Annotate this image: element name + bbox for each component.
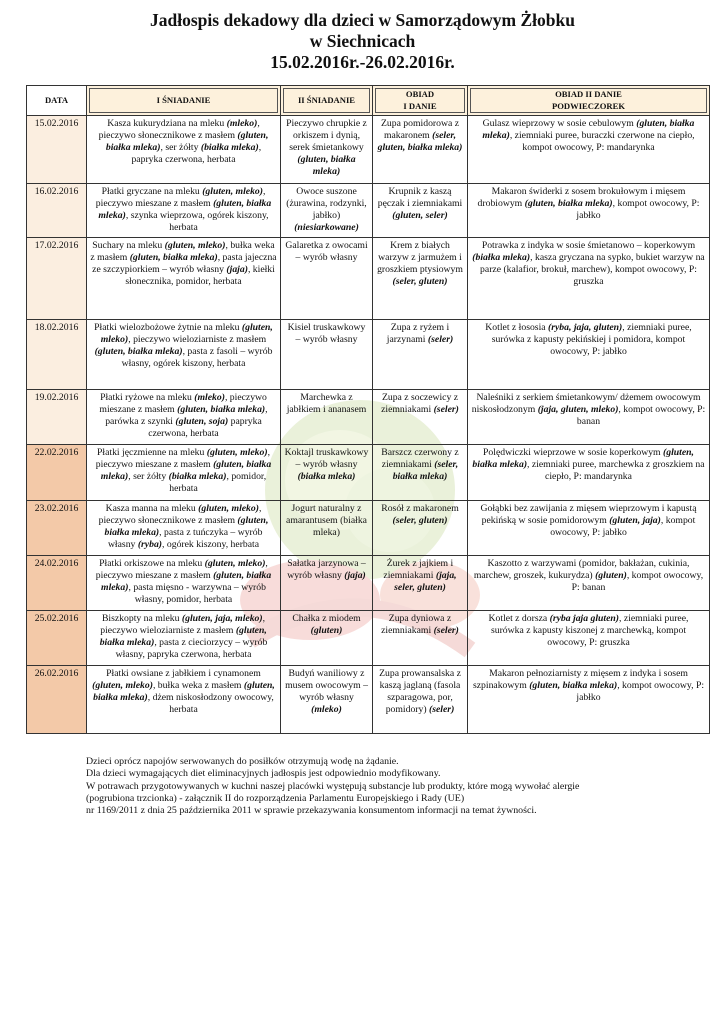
dish-text: , pasta z tuńczyka – wyrób własny: [107, 526, 263, 550]
header-date-label: DATA: [44, 94, 69, 105]
allergen-text: (seler, gluten): [392, 514, 448, 526]
dish-text: , pasta jajeczna ze szczypiorkiem – wyrób własny: [92, 251, 277, 275]
allergen-text: (ryba): [137, 538, 163, 550]
dish-text: , dżem niskosłodzony owocowy, herbata: [147, 691, 274, 715]
dish-text: , pieczywo mieszane z masłem: [99, 392, 267, 415]
allergen-text: (gluten, seler): [392, 209, 448, 221]
dish-text: Barszcz czerwony z ziemniakami: [381, 447, 459, 470]
lunch-1-cell: [373, 611, 468, 666]
allergen-text: (gluten, mleko): [204, 558, 266, 569]
table-row: [27, 666, 710, 734]
table-header-row: [27, 86, 710, 116]
dish-text: , kompot owocowy, P: jabłko: [576, 679, 705, 703]
dish-text: Suchary na mleku: [92, 240, 165, 251]
dish-text: Kisiel truskawkowy – wyrób własny: [287, 322, 366, 345]
date-cell: 22.02.2016: [27, 445, 87, 501]
breakfast-1-cell: [87, 666, 281, 734]
date-cell: 19.02.2016: [27, 390, 87, 445]
allergen-text: (ryba, jaja, gluten): [548, 322, 623, 333]
allergen-text: (gluten, białka mleka): [482, 118, 695, 141]
breakfast-1-cell: [87, 501, 281, 556]
dish-text: Makaron świderki z sosem brokułowym i mięsem drobiowym: [477, 186, 686, 209]
allergen-text: (białka mleka): [168, 470, 227, 482]
lunch-2-cell: [468, 501, 710, 556]
lunch-1-cell: [373, 445, 468, 501]
lunch-2-cell: [468, 184, 710, 238]
header-breakfast-2-label: II ŚNIADANIE: [297, 94, 356, 105]
allergen-text: (gluten, mleko): [100, 322, 273, 345]
dish-text: , ziemniaki puree, surówka z kapusty kiszonej z marchewką, kompot owocowy, P: gruszka: [490, 613, 689, 648]
allergen-text: (gluten, białka mleka): [94, 345, 183, 357]
dish-text: Kotlet z dorsza: [488, 613, 550, 624]
allergen-text: (mleko): [226, 118, 258, 129]
dish-text: Zupa z soczewicy z ziemniakami: [381, 392, 459, 415]
lunch-2-cell: [468, 556, 710, 611]
dish-text: Kasza manna na mleku: [105, 503, 199, 514]
allergen-text: (jaja, gluten, mleko): [537, 403, 619, 415]
breakfast-1-cell: [87, 611, 281, 666]
allergen-text: (seler): [433, 403, 459, 415]
lunch-2-cell: [468, 445, 710, 501]
breakfast-2-cell: [281, 320, 373, 390]
dish-text: , ser żółty: [160, 141, 201, 153]
date-cell: 24.02.2016: [27, 556, 87, 611]
dish-text: , parówka z szynki: [105, 403, 268, 427]
dish-text: , pieczywo mieszane z masłem: [95, 186, 266, 209]
title-line-1: Jadłospis dekadowy dla dzieci w Samorządowym Żłobku: [150, 10, 575, 30]
dish-text: Budyń waniliowy z musem owocowym –wyrób własny: [285, 668, 368, 703]
breakfast-2-cell: [281, 501, 373, 556]
table-row: [27, 501, 710, 556]
dish-text: , pieczywo mieszane z masłem: [95, 558, 268, 581]
allergen-text: (seler): [427, 333, 454, 345]
dish-text: Jogurt naturalny z amarantusem (białka mleka): [286, 503, 367, 538]
allergen-text: (niesiarkowane): [294, 221, 359, 233]
notes: [86, 756, 706, 817]
dish-text: Owoce suszone (żurawina, rodzynki, jabłko): [286, 186, 367, 221]
dish-text: , ziemniaki puree, marchewka z groszkiem na ciepło, P: mandarynka: [527, 458, 705, 482]
allergen-text: (gluten, białka mleka): [104, 514, 269, 538]
table-row: [27, 445, 710, 501]
allergen-text: (seler): [433, 624, 459, 636]
dish-text: Krupnik z kaszą pęczak i ziemniakami: [377, 186, 463, 209]
allergen-text: (gluten, białka mleka): [99, 624, 267, 648]
header-breakfast-2: [281, 86, 373, 116]
header-lunch-1: [373, 86, 468, 116]
dish-text: Kaszotto z warzywami (pomidor, bakłażan, cukinia, marchew, groszek, kukurydza): [473, 558, 690, 581]
lunch-2-cell: [468, 611, 710, 666]
dish-text: Marchewka z jabłkiem i ananasem: [286, 392, 367, 415]
dish-text: Chałka z miodem: [292, 613, 361, 624]
header-breakfast-1: [87, 86, 281, 116]
dish-text: , pieczywo mieszane z masłem: [95, 447, 270, 470]
lunch-1-cell: [373, 501, 468, 556]
dish-text: , kompot owocowy, P: banan: [576, 403, 706, 427]
allergen-text: (gluten, białka mleka): [105, 129, 269, 153]
dish-text: Galaretka z owocami – wyrób własny: [285, 240, 368, 263]
dish-text: , kiełki słonecznika, pomidor, herbata: [125, 263, 275, 287]
dish-text: , bułka weka z masłem: [90, 240, 275, 263]
lunch-1-cell: [373, 238, 468, 320]
dish-text: , pieczywo słonecznikowe z masłem: [98, 503, 262, 526]
lunch-1-cell: [373, 320, 468, 390]
dish-text: , ziemniaki puree, buraczki czerwone na ciepło, kompot owocowy, P: mandarynka: [509, 129, 695, 153]
allergen-text: (seler, gluten, białka mleka): [377, 129, 463, 153]
date-cell: 18.02.2016: [27, 320, 87, 390]
dish-text: , pieczywo wieloziarniste z masłem: [128, 333, 267, 345]
header-lunch-1-label-b: I DANIE: [403, 100, 437, 111]
dish-text: , bułka weka z masłem: [152, 679, 244, 691]
allergen-text: (jaja): [344, 569, 366, 581]
lunch-2-cell: [468, 320, 710, 390]
dish-text: Zupa pomidorowa z makaronem: [380, 118, 459, 141]
dish-text: , pasta mięsno - warzywna – wyrób własny, pomidor, herbata: [128, 581, 266, 605]
allergen-text: (gluten, białka mleka): [529, 679, 618, 691]
title-line-2: w Siechnicach: [309, 31, 416, 51]
allergen-text: (jaja): [226, 263, 248, 275]
allergen-text: (jaja, seler, gluten): [394, 569, 457, 593]
allergen-text: (mleko): [311, 703, 342, 715]
dish-text: Kotlet z łososia: [485, 322, 548, 333]
allergen-text: (białka mleka): [472, 251, 531, 263]
allergen-text: (gluten, jaja, mleko): [181, 613, 263, 624]
header-lunch-1-label-a: OBIAD: [405, 88, 435, 99]
allergen-text: (mleko): [194, 392, 225, 403]
header-lunch-2: [468, 86, 710, 116]
dish-text: , kompot owocowy, P: banan: [571, 569, 704, 593]
dish-text: Gołąbki bez zawijania z mięsem wieprzowym i kapustą pekińską w sosie pomidorowym: [480, 503, 697, 526]
breakfast-1-cell: [87, 445, 281, 501]
allergen-text: (gluten, białka mleka): [297, 153, 356, 177]
allergen-text: (gluten, soja): [175, 415, 229, 427]
lunch-2-cell: [468, 238, 710, 320]
dish-text: , ziemniaki puree, surówka z kapusty pekińskiej i pomidora, kompot owocowy, P: jabłko: [491, 322, 692, 357]
dish-text: Zupa dyniowa z ziemniakami: [381, 613, 452, 636]
allergen-text: (gluten, białka mleka): [100, 458, 272, 482]
breakfast-1-cell: [87, 320, 281, 390]
dish-text: , ogórek kiszony, herbata: [162, 538, 260, 550]
table-row: [27, 116, 710, 184]
date-cell: 26.02.2016: [27, 666, 87, 734]
dish-text: Naleśniki z serkiem śmietankowym/ dżemem owocowym niskosłodzonym: [471, 392, 701, 415]
breakfast-2-cell: [281, 238, 373, 320]
header-breakfast-1-label: I ŚNIADANIE: [156, 94, 211, 105]
dish-text: Płatki gryczane na mleku: [101, 186, 203, 197]
dish-text: Płatki orkiszowe na mleku: [99, 558, 205, 569]
dish-text: , kasza gryczana na sypko, bukiet warzyw na parze (kalafior, brokuł, marchew), kompot owocowy, P: gruszka: [480, 251, 705, 287]
dish-text: Koktajl truskawkowy – wyrób własny: [284, 447, 369, 470]
menu-table: [26, 85, 710, 734]
note-line: nr 1169/2011 z dnia 25 października 2011 w sprawie przekazywania konsumentom informacji na temat żywności.: [86, 805, 537, 817]
breakfast-2-cell: [281, 184, 373, 238]
header-lunch-2-label-a: OBIAD II DANIE: [555, 88, 622, 99]
dish-text: Płatki owsiane z jabłkiem i cynamonem: [106, 668, 261, 679]
dish-text: , pieczywo wieloziarniste z masłem: [100, 613, 266, 636]
allergen-text: (gluten, białka mleka): [524, 197, 613, 209]
header-date: [27, 86, 87, 116]
allergen-text: (seler): [429, 703, 455, 715]
allergen-text: (gluten, białka mleka): [101, 569, 272, 593]
dish-text: , pieczywo słonecznikowe z masłem: [98, 118, 260, 141]
dish-text: , kompot owocowy, P: jabłko: [550, 514, 696, 538]
dish-text: Płatki jęczmienne na mleku: [97, 447, 207, 458]
dish-text: Pieczywo chrupkie z orkiszem i dynią, serek śmietankowy: [286, 118, 367, 153]
dish-text: Gulasz wieprzowy w sosie cebulowym: [482, 118, 637, 129]
dish-text: , papryka czerwona, herbata: [131, 141, 262, 165]
allergen-text: (białka mleka): [297, 470, 356, 482]
allergen-text: (ryba jaja gluten): [549, 613, 620, 624]
allergen-text: (gluten, jaja): [609, 514, 661, 526]
breakfast-1-cell: [87, 184, 281, 238]
allergen-text: (gluten, mleko): [198, 503, 259, 514]
dish-text: , pomidor, herbata: [169, 470, 267, 494]
date-cell: 23.02.2016: [27, 501, 87, 556]
menu-title: [0, 10, 725, 73]
lunch-2-cell: [468, 666, 710, 734]
date-cell: 25.02.2016: [27, 611, 87, 666]
allergen-text: (gluten): [310, 624, 343, 636]
dish-text: , ser żółty: [128, 470, 169, 482]
dish-text: Kasza kukurydziana na mleku: [107, 118, 227, 129]
dish-text: Potrawka z indyka w sosie śmietanowo – koperkowym: [481, 240, 696, 251]
note-line: W potrawach przygotowywanych w kuchni naszej placówki występują substancje lub produkty, które mogą wywołać alergie: [86, 780, 580, 792]
table-row: [27, 390, 710, 445]
date-cell: 15.02.2016: [27, 116, 87, 184]
dish-text: Żurek z jajkiem i ziemniakami: [383, 558, 454, 581]
header-lunch-2-label-b: PODWIECZOREK: [551, 100, 626, 111]
lunch-1-cell: [373, 556, 468, 611]
breakfast-2-cell: [281, 611, 373, 666]
note-line: Dzieci oprócz napojów serwowanych do posiłków otrzymują wodę na żądanie.: [86, 756, 399, 767]
dish-text: Płatki wielozbożowe żytnie na mleku: [94, 322, 242, 333]
lunch-1-cell: [373, 116, 468, 184]
allergen-text: (gluten, mleko): [206, 447, 268, 458]
dish-text: Krem z białych warzyw z jarmużem i groszkiem ptysiowym: [377, 240, 463, 275]
note-line: (pogrubiona trzcionka) - załącznik II do rozporządzenia Parlamentu Europejskiego i Rady (UE): [86, 792, 465, 804]
table-row: [27, 184, 710, 238]
allergen-text: (gluten): [595, 569, 627, 581]
breakfast-1-cell: [87, 116, 281, 184]
allergen-text: (gluten, białka mleka): [98, 197, 272, 221]
allergen-text: (gluten, białka mleka): [177, 403, 266, 415]
table-row: [27, 611, 710, 666]
breakfast-1-cell: [87, 390, 281, 445]
note-line: Dla dzieci wymagających diet eliminacyjnych jadłospis jest odpowiednio modyfikowany.: [86, 768, 441, 780]
dish-text: , kompot owocowy, P: jabłko: [576, 197, 700, 221]
allergen-text: (seler, gluten): [392, 275, 448, 287]
dish-text: , pasta z fasoli – wyrób własny, ogórek kiszony, herbata: [121, 345, 273, 369]
breakfast-1-cell: [87, 556, 281, 611]
dish-text: , szynka wieprzowa, ogórek kiszony, herbata: [125, 209, 269, 233]
dish-text: Sałatka jarzynowa – wyrób własny: [287, 558, 366, 581]
lunch-1-cell: [373, 390, 468, 445]
dish-text: Zupa z ryżem i jarzynami: [386, 322, 450, 345]
title-line-3: 15.02.2016r.-26.02.2016r.: [270, 52, 455, 72]
dish-text: Biszkopty na mleku: [101, 613, 182, 624]
dish-text: Makaron pełnoziarnisty z mięsem z indyka i sosem szpinakowym: [472, 668, 688, 691]
lunch-1-cell: [373, 184, 468, 238]
dish-text: Zupa prowansalska z kaszą jaglaną (fasola szparagowa, por, pomidory): [379, 668, 461, 715]
allergen-text: (gluten, białka mleka): [472, 447, 694, 470]
allergen-text: (białka mleka): [200, 141, 259, 153]
table-row: [27, 556, 710, 611]
breakfast-2-cell: [281, 116, 373, 184]
dish-text: Polędwiczki wieprzowe w sosie koperkowym: [483, 447, 664, 458]
breakfast-2-cell: [281, 666, 373, 734]
dish-text: Płatki ryżowe na mleku: [100, 392, 195, 403]
breakfast-1-cell: [87, 238, 281, 320]
allergen-text: (gluten, białka mleka): [129, 251, 218, 263]
dish-text: papryka czerwona, herbata: [148, 415, 262, 439]
menu-table-body: [27, 116, 710, 734]
breakfast-2-cell: [281, 445, 373, 501]
allergen-text: (seler, białka mleka): [392, 458, 459, 482]
date-cell: 16.02.2016: [27, 184, 87, 238]
dish-text: , pasta z cieciorzycy – wyrób własny, papryka czerwona, herbata: [115, 636, 268, 660]
lunch-2-cell: [468, 116, 710, 184]
table-row: [27, 238, 710, 320]
allergen-text: (gluten, mleko): [164, 240, 226, 251]
lunch-2-cell: [468, 390, 710, 445]
allergen-text: (gluten, białka mleka): [93, 679, 275, 703]
date-cell: 17.02.2016: [27, 238, 87, 320]
table-row: [27, 320, 710, 390]
lunch-1-cell: [373, 666, 468, 734]
dish-text: Rosół z makaronem: [381, 503, 459, 514]
allergen-text: (gluten, mleko): [92, 679, 153, 691]
breakfast-2-cell: [281, 390, 373, 445]
breakfast-2-cell: [281, 556, 373, 611]
allergen-text: (gluten, mleko): [202, 186, 263, 197]
